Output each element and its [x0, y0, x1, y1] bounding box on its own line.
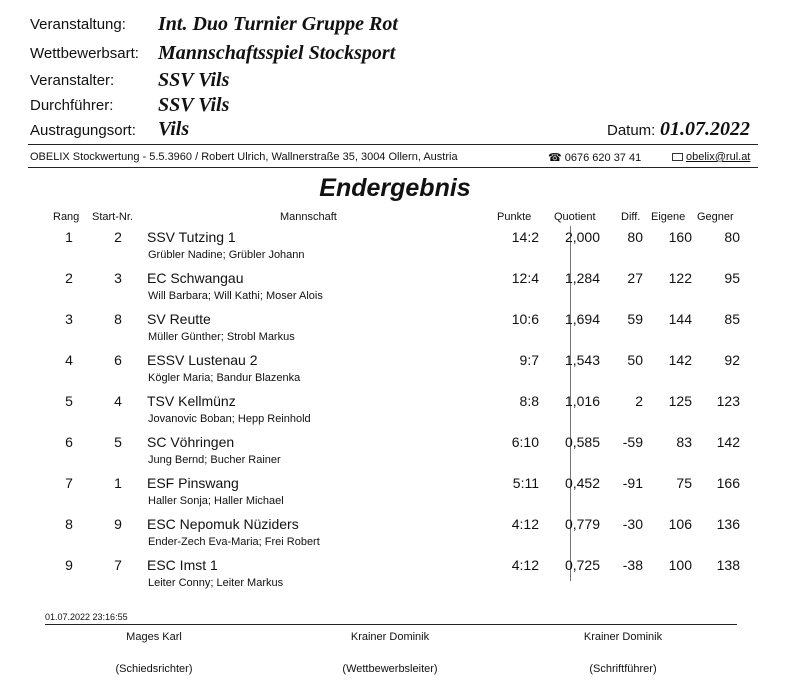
diff-cell: 27	[627, 270, 643, 286]
recorder-role: (Schriftführer)	[589, 663, 657, 675]
col-start: Start-Nr.	[92, 211, 133, 223]
diff-cell: 80	[627, 229, 643, 245]
team-name-cell: ESSV Lustenau 2	[147, 352, 258, 368]
footer-divider	[45, 624, 737, 625]
opponent-score-cell: 92	[724, 352, 740, 368]
points-cell: 8:8	[519, 393, 539, 409]
start-number-cell: 2	[114, 229, 122, 245]
own-score-cell: 83	[676, 434, 692, 450]
competition-leader-role: (Wettbewerbsleiter)	[342, 663, 438, 675]
team-name-cell: SV Reutte	[147, 311, 211, 327]
own-score-cell: 142	[668, 352, 692, 368]
quotient-cell: 1,016	[564, 393, 600, 409]
own-score-cell: 75	[676, 475, 692, 491]
opponent-score-cell: 95	[724, 270, 740, 286]
quotient-cell: 0,725	[564, 557, 600, 573]
print-timestamp: 01.07.2022 23:16:55	[45, 612, 128, 622]
date-value: 01.07.2022	[660, 118, 750, 140]
team-players: Jovanovic Boban; Hepp Reinhold	[148, 413, 311, 425]
email-link[interactable]	[672, 151, 750, 163]
rank-cell: 8	[65, 516, 73, 532]
opponent-score-cell: 166	[716, 475, 740, 491]
event-label: Veranstaltung:	[30, 16, 126, 33]
team-name-cell: ESC Nepomuk Nüziders	[147, 516, 299, 532]
rank-cell: 5	[65, 393, 73, 409]
quotient-cell: 1,694	[564, 311, 600, 327]
team-name-cell: SSV Tutzing 1	[147, 229, 236, 245]
diff-cell: -91	[622, 475, 643, 491]
start-number-cell: 1	[114, 475, 122, 491]
points-cell: 4:12	[511, 516, 539, 532]
competition-type-value: Mannschaftsspiel Stocksport	[158, 42, 396, 64]
rank-cell: 7	[65, 475, 73, 491]
header-divider	[28, 144, 758, 145]
col-diff: Diff.	[621, 211, 641, 223]
rank-cell: 6	[65, 434, 73, 450]
start-number-cell: 9	[114, 516, 122, 532]
team-players: Grübler Nadine; Grübler Johann	[148, 249, 305, 261]
opponent-score-cell: 80	[724, 229, 740, 245]
opponent-score-cell: 136	[716, 516, 740, 532]
executor-value: SSV Vils	[158, 94, 230, 116]
quotient-cell: 2,000	[564, 229, 600, 245]
organizer-label: Veranstalter:	[30, 72, 115, 89]
opponent-score-cell: 123	[716, 393, 740, 409]
team-players: Jung Bernd; Bucher Rainer	[148, 454, 281, 466]
executor-label: Durchführer:	[30, 97, 114, 114]
col-punkte: Punkte	[497, 211, 532, 223]
points-cell: 5:11	[512, 475, 539, 491]
competition-leader-name: Krainer Dominik	[350, 631, 430, 643]
col-eigene: Eigene	[651, 211, 686, 223]
start-number-cell: 5	[114, 434, 122, 450]
own-score-cell: 160	[668, 229, 692, 245]
col-quotient: Quotient	[554, 211, 596, 223]
quotient-cell: 1,284	[564, 270, 600, 286]
own-score-cell: 125	[668, 393, 692, 409]
team-name-cell: ESC Imst 1	[147, 557, 218, 573]
diff-cell: -38	[622, 557, 643, 573]
phone-number: ☎ 0676 620 37 41	[548, 152, 642, 164]
team-players: Müller Günther; Strobl Markus	[148, 331, 295, 343]
software-credit: OBELIX Stockwertung - 5.5.3960 / Robert Ulrich, Wallnerstraße 35, 3004 Ollern, Austria	[30, 151, 458, 163]
team-players: Ender-Zech Eva-Maria; Frei Robert	[148, 536, 320, 548]
diff-cell: 50	[627, 352, 643, 368]
venue-label: Austragungsort:	[30, 122, 136, 139]
start-number-cell: 7	[114, 557, 122, 573]
start-number-cell: 4	[114, 393, 122, 409]
referee-role: (Schiedsrichter)	[115, 663, 193, 675]
date-label: Datum:	[607, 122, 656, 139]
team-players: Kögler Maria; Bandur Blazenka	[148, 372, 301, 384]
own-score-cell: 122	[668, 270, 692, 286]
opponent-score-cell: 85	[724, 311, 740, 327]
quotient-cell: 0,779	[564, 516, 600, 532]
rank-cell: 9	[65, 557, 73, 573]
points-cell: 6:10	[511, 434, 539, 450]
event-value: Int. Duo Turnier Gruppe Rot	[158, 13, 398, 35]
opponent-score-cell: 138	[716, 557, 740, 573]
team-name-cell: ESF Pinswang	[147, 475, 239, 491]
team-name-cell: EC Schwangau	[147, 270, 244, 286]
email-text[interactable]: obelix@rul.at	[686, 151, 751, 163]
col-gegner: Gegner	[697, 211, 734, 223]
team-players: Leiter Conny; Leiter Markus	[148, 577, 284, 589]
start-number-cell: 8	[114, 311, 122, 327]
quotient-cell: 0,585	[564, 434, 600, 450]
page-title: Endergebnis	[319, 174, 471, 202]
own-score-cell: 106	[668, 516, 692, 532]
rank-cell: 2	[65, 270, 73, 286]
diff-cell: 59	[627, 311, 643, 327]
points-cell: 4:12	[511, 557, 539, 573]
rank-cell: 4	[65, 352, 73, 368]
quotient-cell: 1,543	[564, 352, 600, 368]
recorder-name: Krainer Dominik	[583, 631, 663, 643]
organizer-value: SSV Vils	[158, 69, 230, 91]
diff-cell: -30	[622, 516, 643, 532]
rank-cell: 3	[65, 311, 73, 327]
points-cell: 10:6	[511, 311, 539, 327]
own-score-cell: 100	[668, 557, 692, 573]
team-players: Haller Sonja; Haller Michael	[148, 495, 284, 507]
col-team: Mannschaft	[280, 211, 337, 223]
points-cell: 14:2	[511, 229, 539, 245]
rank-cell: 1	[65, 229, 73, 245]
diff-cell: 2	[635, 393, 643, 409]
quotient-cell: 0,452	[564, 475, 600, 491]
start-number-cell: 3	[114, 270, 122, 286]
own-score-cell: 144	[668, 311, 692, 327]
points-cell: 12:4	[511, 270, 539, 286]
opponent-score-cell: 142	[716, 434, 740, 450]
team-players: Will Barbara; Will Kathi; Moser Alois	[148, 290, 323, 302]
diff-cell: -59	[622, 434, 643, 450]
col-rang: Rang	[53, 211, 80, 223]
referee-name: Mages Karl	[126, 631, 182, 643]
start-number-cell: 6	[114, 352, 122, 368]
venue-value: Vils	[158, 118, 190, 140]
team-name-cell: SC Vöhringen	[147, 434, 235, 450]
mail-icon	[672, 153, 683, 161]
team-name-cell: TSV Kellmünz	[147, 393, 236, 409]
points-cell: 9:7	[519, 352, 539, 368]
credit-divider	[28, 167, 758, 168]
competition-type-label: Wettbewerbsart:	[30, 45, 139, 62]
